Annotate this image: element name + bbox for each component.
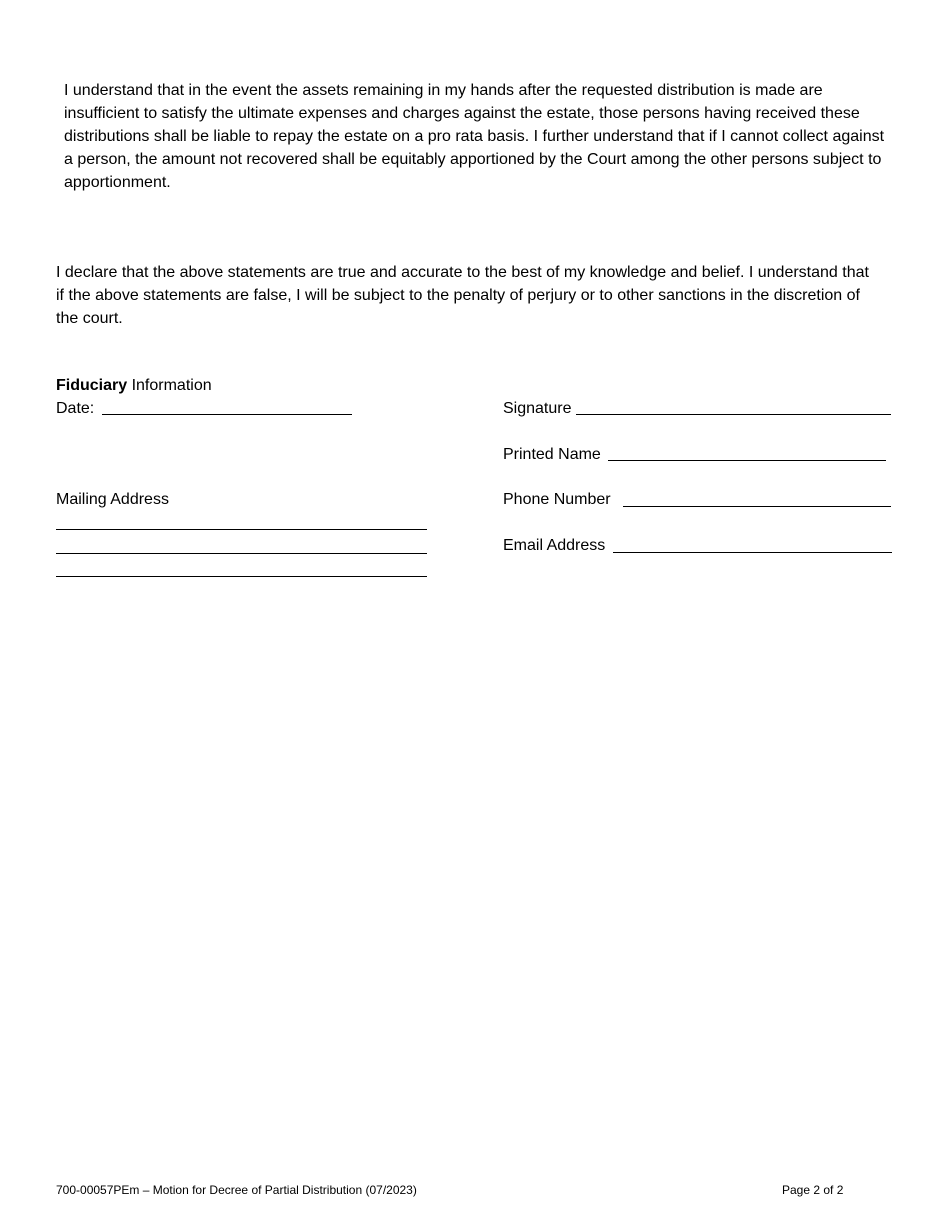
declaration-paragraph: I declare that the above statements are true and accurate to the best of my knowledge and belief. I understand that if the above statements are false, I will be subject to the penalty of perjury or to other sanctions in the discretion of the court. bbox=[56, 264, 869, 327]
form-id-footer: 700-00057PEm – Motion for Decree of Partial Distribution (07/2023) bbox=[56, 1183, 417, 1197]
mailing-address-line-2[interactable] bbox=[56, 553, 427, 554]
signature-field[interactable] bbox=[576, 414, 891, 415]
signature-label: Signature bbox=[503, 400, 572, 417]
liability-paragraph: I understand that in the event the assets remaining in my hands after the requested distribution is made are insufficient to satisfy the ultimate expenses and charges against the estate, those persons having received these distributions shall be liable to repay the estate on a pro rata basis. I further understand that if I cannot collect against a person, the amount not recovered shall be equitably apportioned by the Court among the other persons subject to apportionment. bbox=[64, 82, 885, 191]
fiduciary-info-heading bbox=[56, 374, 212, 397]
email-address-field[interactable] bbox=[613, 552, 892, 553]
phone-number-field[interactable] bbox=[623, 506, 891, 507]
printed-name-label: Printed Name bbox=[503, 446, 601, 463]
page-number: Page 2 of 2 bbox=[782, 1183, 844, 1197]
printed-name-field[interactable] bbox=[608, 460, 886, 461]
date-field[interactable] bbox=[102, 414, 352, 415]
phone-number-label: Phone Number bbox=[503, 491, 611, 508]
mailing-address-line-3[interactable] bbox=[56, 576, 427, 577]
mailing-address-label: Mailing Address bbox=[56, 491, 169, 508]
date-label: Date: bbox=[56, 400, 95, 417]
fiduciary-heading-rest: Information bbox=[127, 377, 212, 394]
fiduciary-heading-bold: Fiduciary bbox=[56, 377, 128, 394]
email-address-label: Email Address bbox=[503, 537, 606, 554]
mailing-address-line-1[interactable] bbox=[56, 529, 427, 530]
